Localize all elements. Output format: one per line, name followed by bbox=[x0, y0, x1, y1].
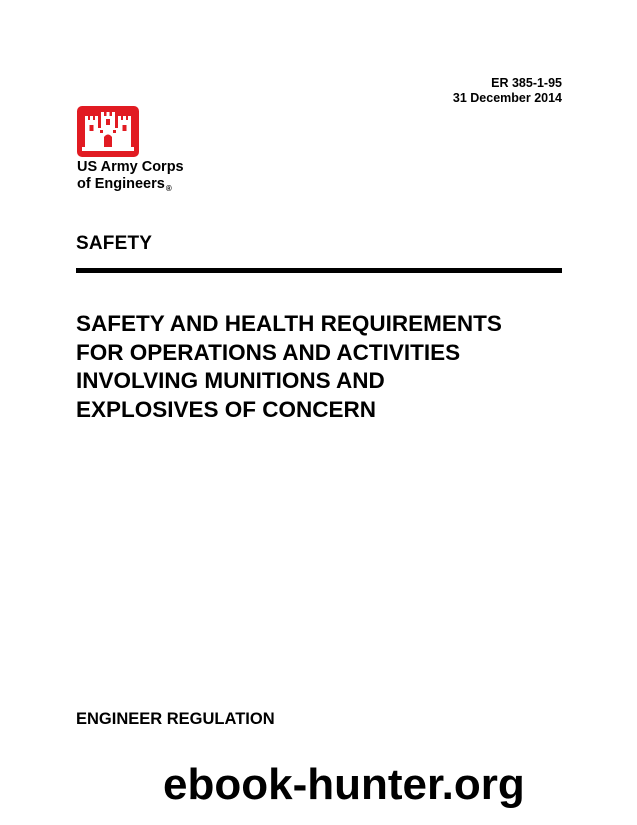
document-date: 31 December 2014 bbox=[452, 91, 562, 105]
logo-line-2-text: of Engineers bbox=[77, 176, 165, 192]
document-meta bbox=[453, 76, 562, 106]
registered-mark: ® bbox=[165, 184, 172, 193]
logo-line-1: US Army Corps bbox=[77, 159, 184, 175]
title-line: EXPLOSIVES OF CONCERN bbox=[76, 396, 377, 422]
title-line: FOR OPERATIONS AND ACTIVITIES bbox=[76, 339, 461, 365]
horizontal-divider bbox=[76, 268, 562, 273]
document-title bbox=[76, 310, 576, 424]
document-number: ER 385-1-95 bbox=[491, 76, 562, 90]
watermark: ebook-hunter.org bbox=[163, 760, 525, 809]
title-line: INVOLVING MUNITIONS AND bbox=[76, 368, 385, 393]
usace-logo bbox=[76, 104, 206, 192]
title-line: SAFETY AND HEALTH REQUIREMENTS bbox=[76, 311, 502, 336]
category-heading: SAFETY bbox=[76, 233, 153, 254]
logo-line-2 bbox=[77, 176, 184, 197]
document-type: ENGINEER REGULATION bbox=[76, 710, 275, 728]
castle-icon bbox=[77, 106, 139, 157]
logo-wordmark bbox=[77, 159, 184, 197]
